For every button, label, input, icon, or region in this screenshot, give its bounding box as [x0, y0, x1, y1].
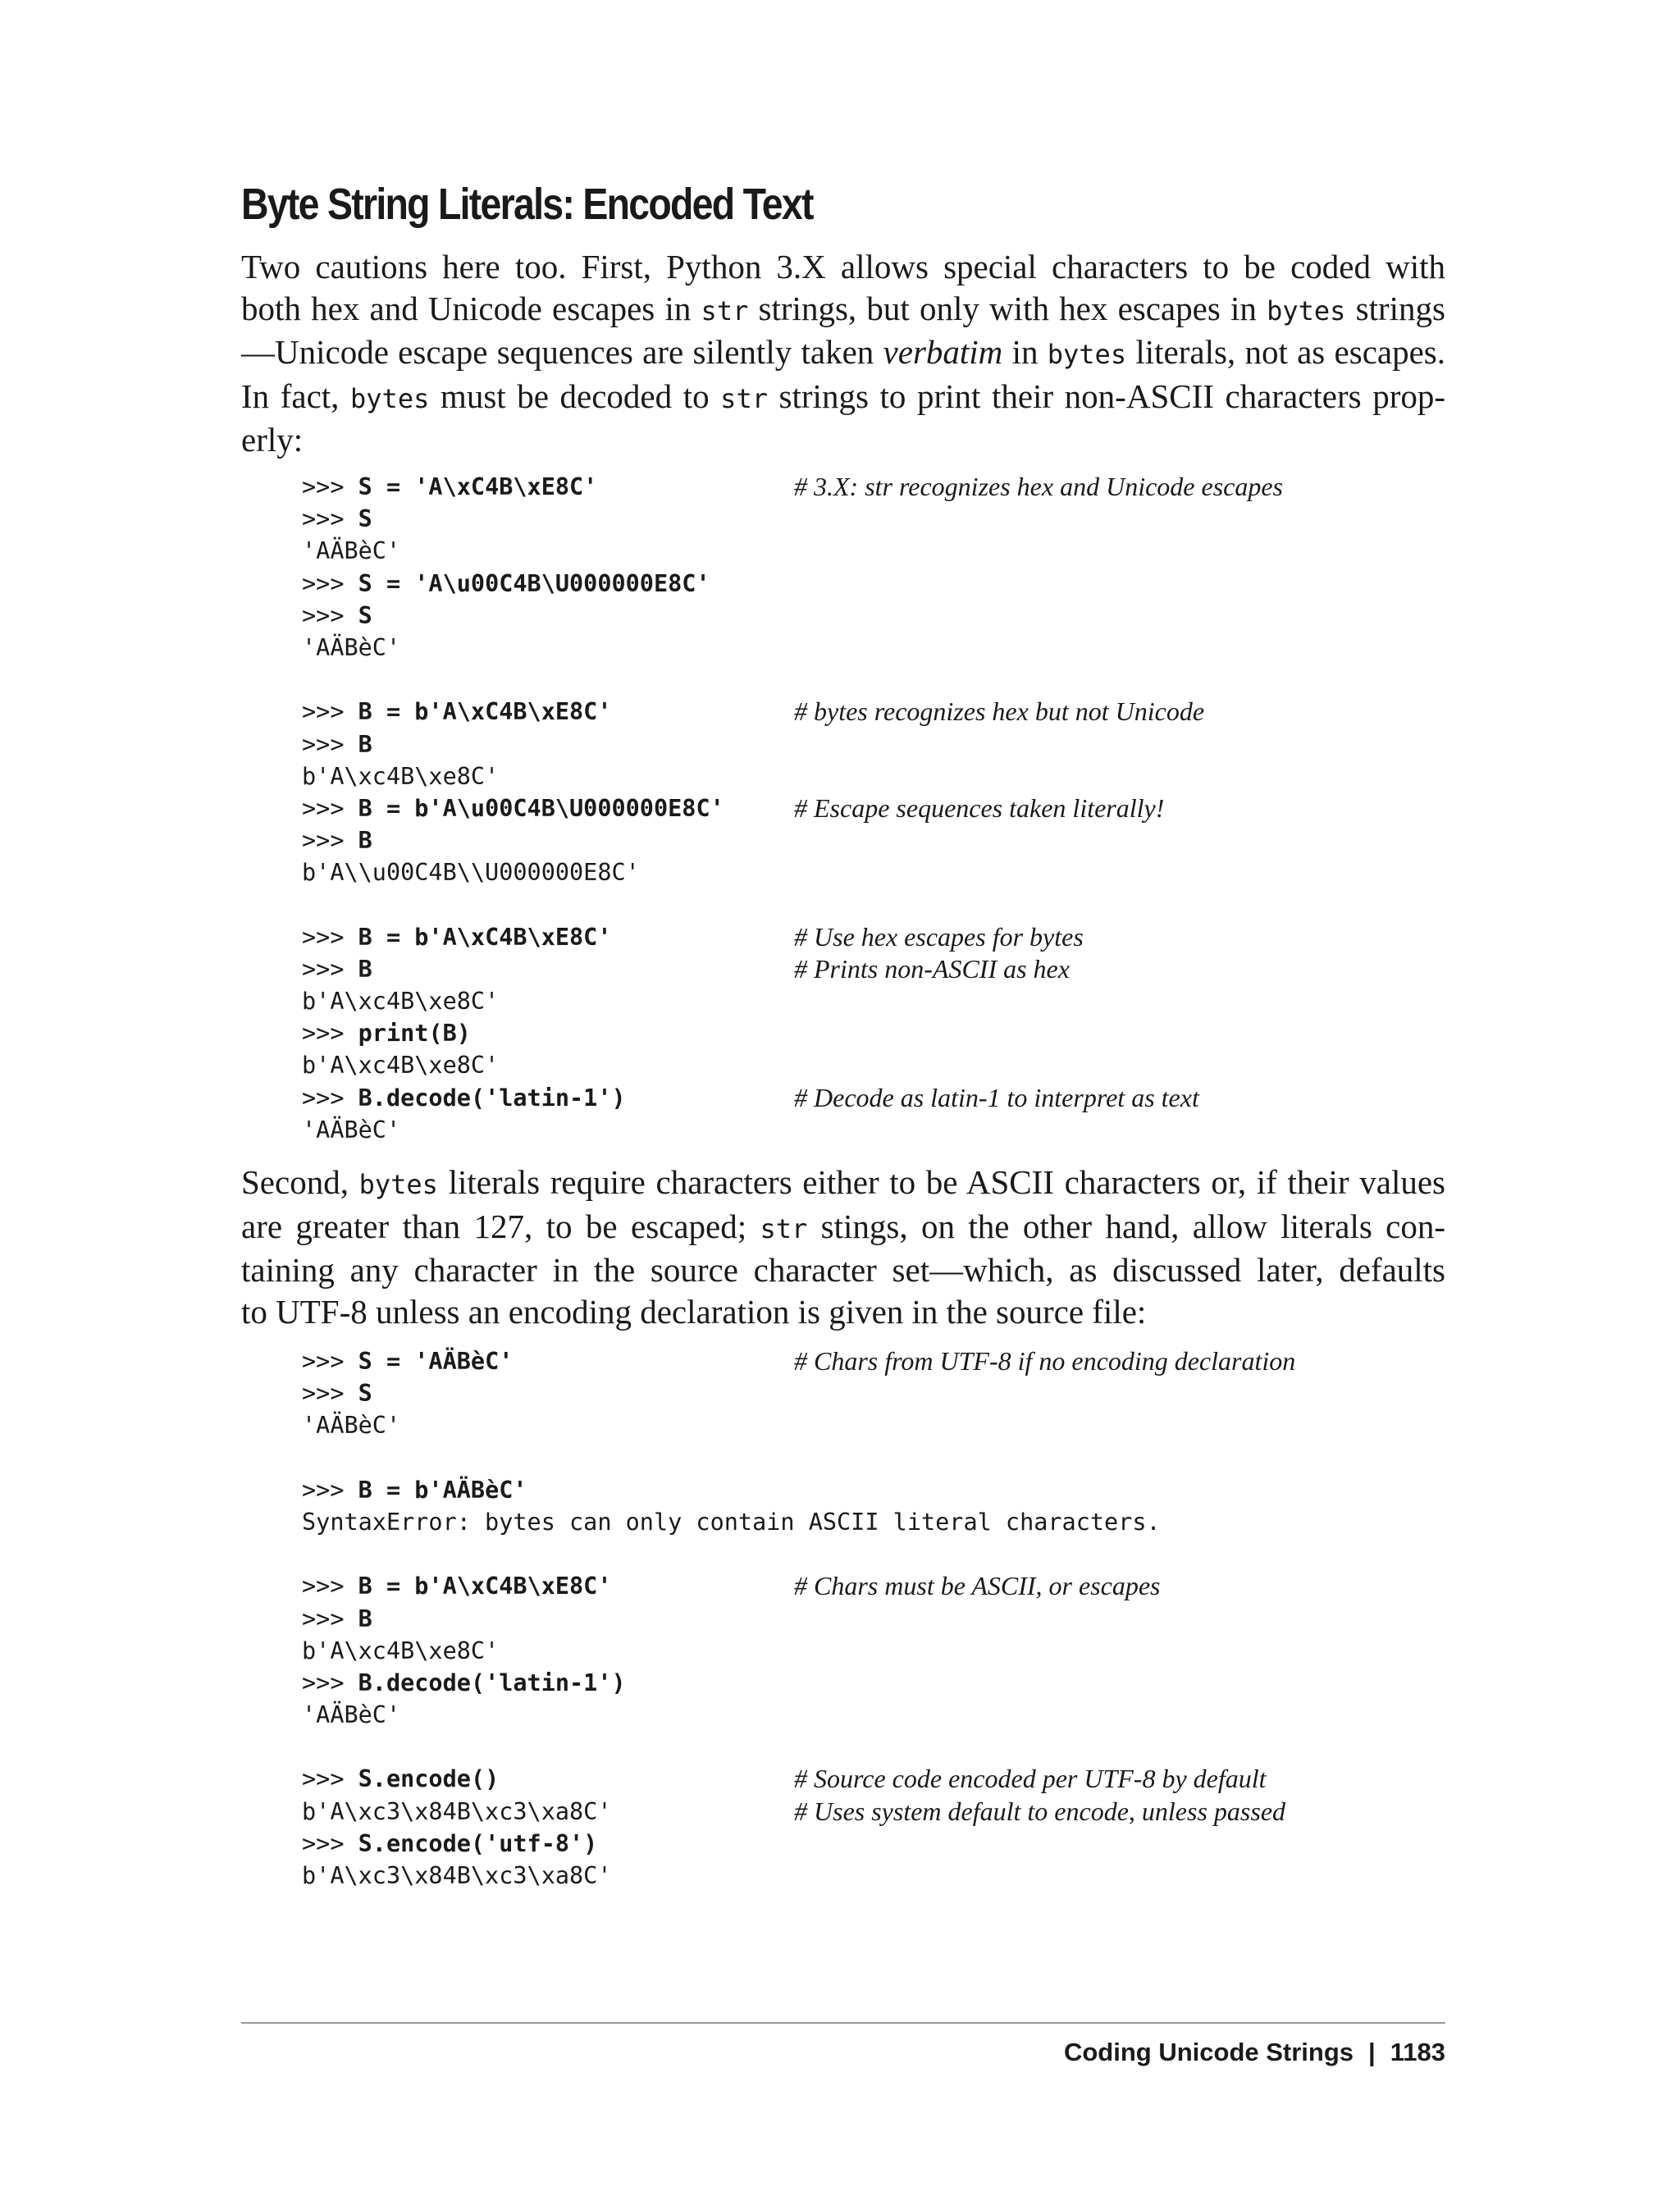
code-line — [302, 1017, 724, 1049]
text-line — [241, 376, 1445, 420]
code-prompt: >>> — [302, 827, 358, 855]
code-line — [302, 824, 724, 856]
code-block-escapes — [302, 471, 1283, 1146]
code-blank-line — [302, 1731, 1161, 1763]
text-run: in — [1002, 333, 1048, 371]
code-blank-line — [302, 1442, 1161, 1474]
code-output: 'AÄBèC' — [302, 1701, 401, 1729]
code-input: B.decode('latin-1') — [358, 1669, 626, 1696]
code-line — [302, 792, 1165, 824]
text-line — [241, 331, 1445, 376]
text-run: stings, on the other hand, allow literals con- — [807, 1207, 1446, 1245]
code-input: B — [358, 1605, 372, 1632]
code-comment: # bytes recognizes hex but not Unicode — [794, 696, 1205, 727]
text-run: literals, not as escapes. — [1126, 333, 1445, 371]
code-input: B = b'A\xC4B\xE8C' — [358, 923, 612, 951]
code-input: B = b'A\xC4B\xE8C' — [358, 698, 612, 726]
footer-separator: | — [1368, 2038, 1376, 2066]
code-prompt: >>> — [302, 1476, 358, 1504]
text-run: are greater than 127, to be escaped; — [241, 1207, 760, 1245]
text-line — [241, 1206, 1445, 1250]
code-output: b'A\xc3\x84B\xc3\xa8C' — [302, 1797, 612, 1825]
code-line — [302, 921, 1084, 953]
code-input: B = b'A\u00C4B\U000000E8C' — [358, 794, 724, 822]
text-run: strings, but only with hex escapes in — [748, 289, 1267, 327]
code-line — [302, 1345, 1296, 1377]
emphasis: verbatim — [883, 333, 1003, 371]
code-blank-line — [302, 888, 724, 920]
code-input: S — [358, 1380, 372, 1408]
inline-code: bytes — [358, 1169, 438, 1200]
code-comment: # Decode as latin-1 to interpret as text — [794, 1082, 1199, 1112]
code-line — [302, 471, 1283, 503]
code-input: B = b'AÄBèC' — [358, 1476, 527, 1504]
code-prompt: >>> — [302, 1020, 358, 1048]
code-input: print(B) — [358, 1020, 471, 1048]
inline-code: bytes — [350, 382, 430, 414]
code-line — [302, 1474, 1161, 1506]
code-output: b'A\xc4B\xe8C' — [302, 762, 500, 790]
code-prompt: >>> — [302, 730, 358, 758]
code-input: B — [358, 955, 372, 983]
code-prompt: >>> — [302, 1765, 358, 1793]
code-output: 'AÄBèC' — [302, 1412, 401, 1440]
code-line — [302, 953, 1070, 985]
code-prompt: >>> — [302, 923, 358, 951]
code-prompt: >>> — [302, 1573, 358, 1600]
page-number: 1183 — [1390, 2038, 1445, 2066]
code-line — [302, 503, 724, 535]
code-input: B.decode('latin-1') — [358, 1084, 626, 1112]
code-comment: # Escape sequences taken literally! — [794, 792, 1165, 823]
text-line: taining any character in the source character set—which, as discussed later, defaults — [241, 1251, 1445, 1289]
code-input: S = 'A\u00C4B\U000000E8C' — [358, 569, 710, 597]
inline-code: str — [701, 294, 749, 326]
code-output: b'A\xc4B\xe8C' — [302, 1052, 500, 1080]
code-output: 'AÄBèC' — [302, 633, 401, 661]
code-comment: # Source code encoded per UTF-8 by default — [794, 1764, 1267, 1794]
code-comment: # Chars must be ASCII, or escapes — [794, 1571, 1161, 1601]
text-run: strings — [1345, 289, 1445, 327]
code-input: S = 'A\xC4B\xE8C' — [358, 473, 598, 500]
code-prompt: >>> — [302, 955, 358, 983]
paragraph-bytes-literals — [241, 1162, 1445, 1332]
code-output: b'A\xc4B\xe8C' — [302, 1637, 500, 1664]
code-line — [302, 1082, 1199, 1114]
code-line — [302, 728, 724, 760]
inline-code: bytes — [1047, 339, 1127, 370]
code-blank-line — [302, 1538, 1161, 1570]
code-comment: # Use hex escapes for bytes — [794, 921, 1084, 952]
text-run: —Unicode escape sequences are silently taken — [241, 333, 883, 371]
code-line — [302, 696, 1205, 728]
code-prompt: >>> — [302, 698, 358, 726]
inline-code: bytes — [1267, 294, 1346, 326]
inline-code: str — [720, 382, 768, 414]
code-line — [302, 1828, 1161, 1860]
code-prompt: >>> — [302, 1605, 358, 1632]
code-prompt: >>> — [302, 1669, 358, 1696]
code-comment: # 3.X: str recognizes hex and Unicode escapes — [794, 472, 1283, 501]
running-section-title: Coding Unicode Strings — [1063, 2038, 1354, 2066]
paragraph-intro — [241, 246, 1445, 461]
code-block-source-chars — [302, 1345, 1296, 1892]
text-line: Two cautions here too. First, Python 3.X allows special characters to be coded with — [241, 248, 1445, 285]
code-output: 'AÄBèC' — [302, 1116, 401, 1144]
code-comment: # Prints non-ASCII as hex — [794, 953, 1070, 984]
code-comment: # Uses system default to encode, unless passed — [794, 1796, 1286, 1826]
text-line — [241, 288, 1445, 332]
code-line — [302, 1570, 1161, 1602]
code-input: S = 'AÄBèC' — [358, 1348, 514, 1375]
code-prompt: >>> — [302, 1084, 358, 1112]
code-output: 'AÄBèC' — [302, 537, 401, 565]
text-run: literals require characters either to be ASCII characters or, if their values — [437, 1163, 1445, 1201]
text-run: Second, — [241, 1163, 359, 1201]
text-run: In fact, — [241, 377, 351, 415]
code-line — [302, 1603, 1161, 1635]
text-line: erly: — [241, 421, 304, 459]
code-prompt: >>> — [302, 1829, 358, 1857]
inline-code: str — [760, 1212, 808, 1244]
code-output: b'A\\u00C4B\\U000000E8C' — [302, 859, 640, 887]
code-line — [302, 1763, 1267, 1795]
code-line — [302, 568, 724, 600]
code-prompt: >>> — [302, 569, 358, 597]
code-input: S — [358, 601, 372, 629]
text-run: strings to print their non-ASCII characters prop- — [767, 377, 1446, 415]
code-input: S.encode('utf-8') — [358, 1829, 598, 1857]
text-line — [241, 1162, 1445, 1206]
code-prompt: >>> — [302, 1348, 358, 1375]
text-run: both hex and Unicode escapes in — [241, 289, 701, 327]
code-line — [302, 600, 724, 632]
footer-divider — [241, 2022, 1445, 2024]
code-input: B = b'A\xC4B\xE8C' — [358, 1573, 612, 1600]
code-prompt: >>> — [302, 505, 358, 533]
section-heading: Byte String Literals: Encoded Text — [241, 180, 813, 229]
code-blank-line — [302, 664, 724, 696]
code-output: SyntaxError: bytes can only contain ASCII literal characters. — [302, 1508, 1161, 1536]
page-footer — [1064, 2038, 1445, 2067]
code-prompt: >>> — [302, 601, 358, 629]
code-input: S — [358, 505, 372, 533]
code-input: B — [358, 730, 372, 758]
code-prompt: >>> — [302, 473, 358, 500]
code-comment: # Chars from UTF-8 if no encoding declaration — [794, 1346, 1296, 1376]
text-line: to UTF-8 unless an encoding declaration is given in the source file: — [241, 1292, 1147, 1331]
code-input: B — [358, 827, 372, 855]
code-line — [302, 1667, 1161, 1699]
code-input: S.encode() — [358, 1765, 500, 1793]
code-line — [302, 1377, 1161, 1409]
code-output: b'A\xc4B\xe8C' — [302, 988, 500, 1015]
text-run: must be decoded to — [429, 377, 721, 415]
code-prompt: >>> — [302, 1380, 358, 1408]
code-prompt: >>> — [302, 794, 358, 822]
code-line — [302, 1796, 1286, 1828]
code-output: b'A\xc3\x84B\xc3\xa8C' — [302, 1862, 612, 1889]
